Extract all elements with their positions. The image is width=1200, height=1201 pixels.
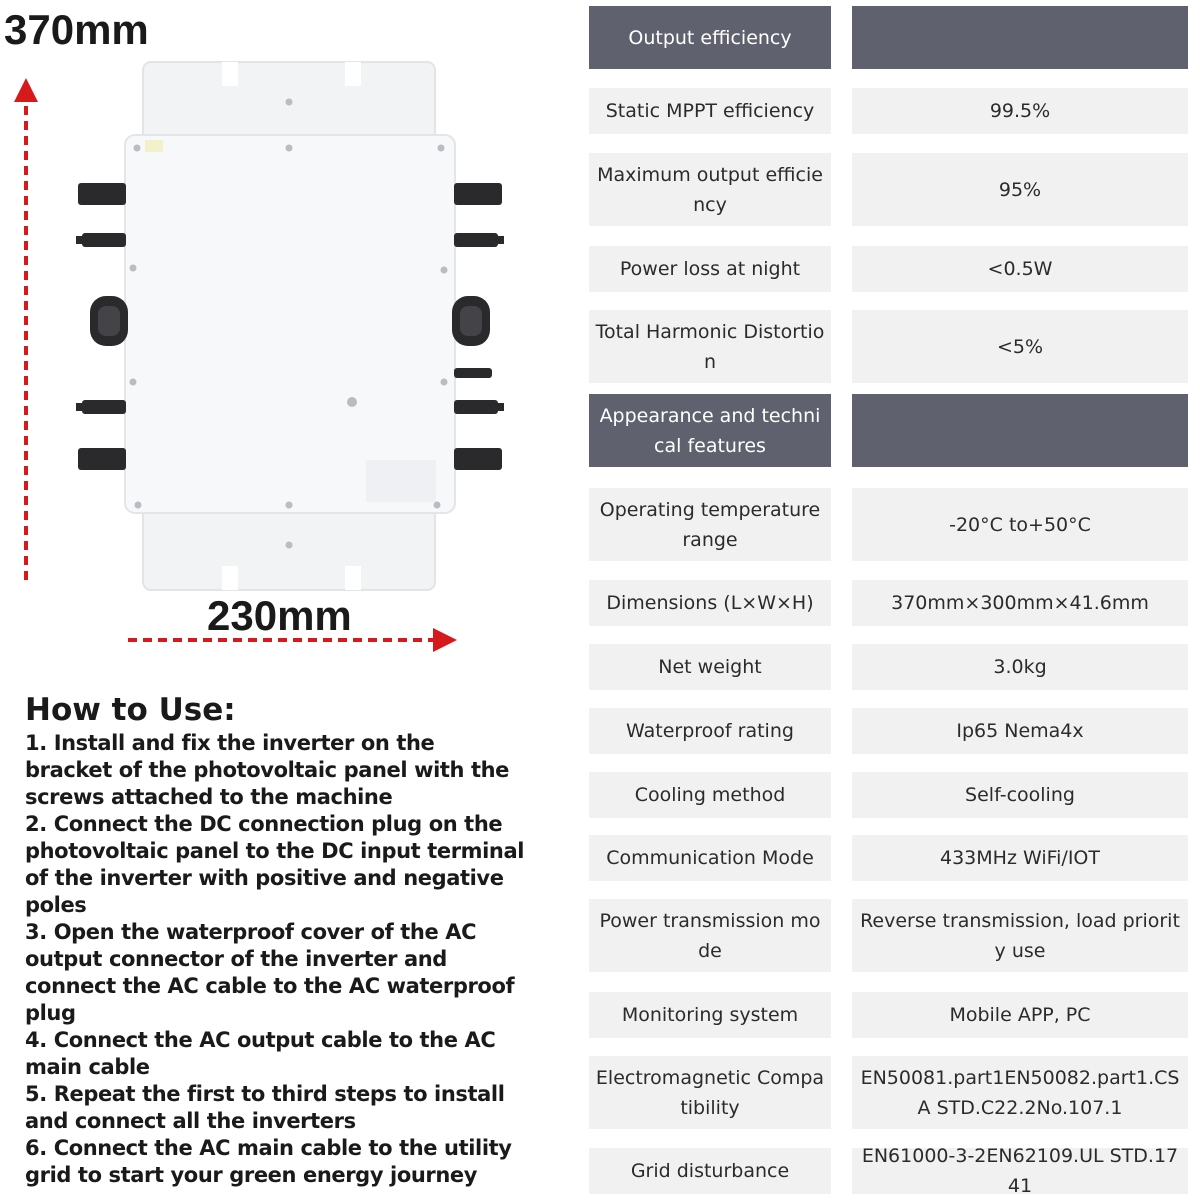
spec-label: Static MPPT efficiency (589, 88, 831, 134)
spec-label: Electromagnetic Compatibility (589, 1056, 831, 1129)
spec-label: Waterproof rating (589, 708, 831, 754)
spec-value: 433MHz WiFi/IOT (852, 835, 1188, 881)
how-to-step: 6. Connect the AC main cable to the utility grid to start your green energy journey (25, 1136, 512, 1187)
how-to-step: 1. Install and fix the inverter on the bracket of the photovoltaic panel with the screws attached to the machine (25, 731, 510, 809)
spec-value: Reverse transmission, load priority use (852, 899, 1188, 972)
how-to-use-title: How to Use: (25, 692, 236, 728)
spec-section-header-value (852, 394, 1188, 467)
spec-label: Power loss at night (589, 246, 831, 292)
spec-value: <5% (852, 310, 1188, 383)
spec-label: Power transmission mode (589, 899, 831, 972)
spec-label: Operating temperature range (589, 488, 831, 561)
spec-value: EN61000-3-2EN62109.UL STD.1741 (852, 1148, 1188, 1194)
spec-label: Monitoring system (589, 992, 831, 1038)
spec-section-header: Output efficiency (589, 6, 831, 69)
how-to-step: 5. Repeat the first to third steps to install and connect all the inverters (25, 1082, 505, 1133)
spec-label: Maximum output efficiency (589, 153, 831, 226)
spec-label: Communication Mode (589, 835, 831, 881)
spec-section-header: Appearance and technical features (589, 394, 831, 467)
right-ac-connector (452, 296, 490, 346)
inverter-drawing (0, 0, 560, 670)
inverter-body (125, 62, 455, 590)
spec-value: EN50081.part1EN50082.part1.CSA STD.C22.2No.107.1 (852, 1056, 1188, 1129)
left-ac-connector (90, 296, 128, 346)
spec-value: -20°C to+50°C (852, 488, 1188, 561)
height-dimension-label: 370mm (4, 6, 149, 53)
how-to-step: 2. Connect the DC connection plug on the photovoltaic panel to the DC input terminal of the inverter with positive and negative poles (25, 812, 525, 917)
spec-value: Ip65 Nema4x (852, 708, 1188, 754)
width-dimension-label: 230mm (207, 592, 352, 639)
how-to-step: 4. Connect the AC output cable to the AC main cable (25, 1028, 496, 1079)
spec-value: Self-cooling (852, 772, 1188, 818)
spec-section-header-value (852, 6, 1188, 69)
spec-value: 3.0kg (852, 644, 1188, 690)
spec-value: Mobile APP, PC (852, 992, 1188, 1038)
spec-label: Dimensions (L×W×H) (589, 580, 831, 626)
spec-label: Total Harmonic Distortion (589, 310, 831, 383)
how-to-use-section (25, 692, 525, 1189)
spec-label: Grid disturbance (589, 1148, 831, 1194)
spec-label: Net weight (589, 644, 831, 690)
spec-value: <0.5W (852, 246, 1188, 292)
spec-value: 95% (852, 153, 1188, 226)
spec-value: 99.5% (852, 88, 1188, 134)
spec-value: 370mm×300mm×41.6mm (852, 580, 1188, 626)
spec-label: Cooling method (589, 772, 831, 818)
how-to-step: 3. Open the waterproof cover of the AC output connector of the inverter and connect the AC cable to the AC waterproof plug (25, 920, 515, 1025)
